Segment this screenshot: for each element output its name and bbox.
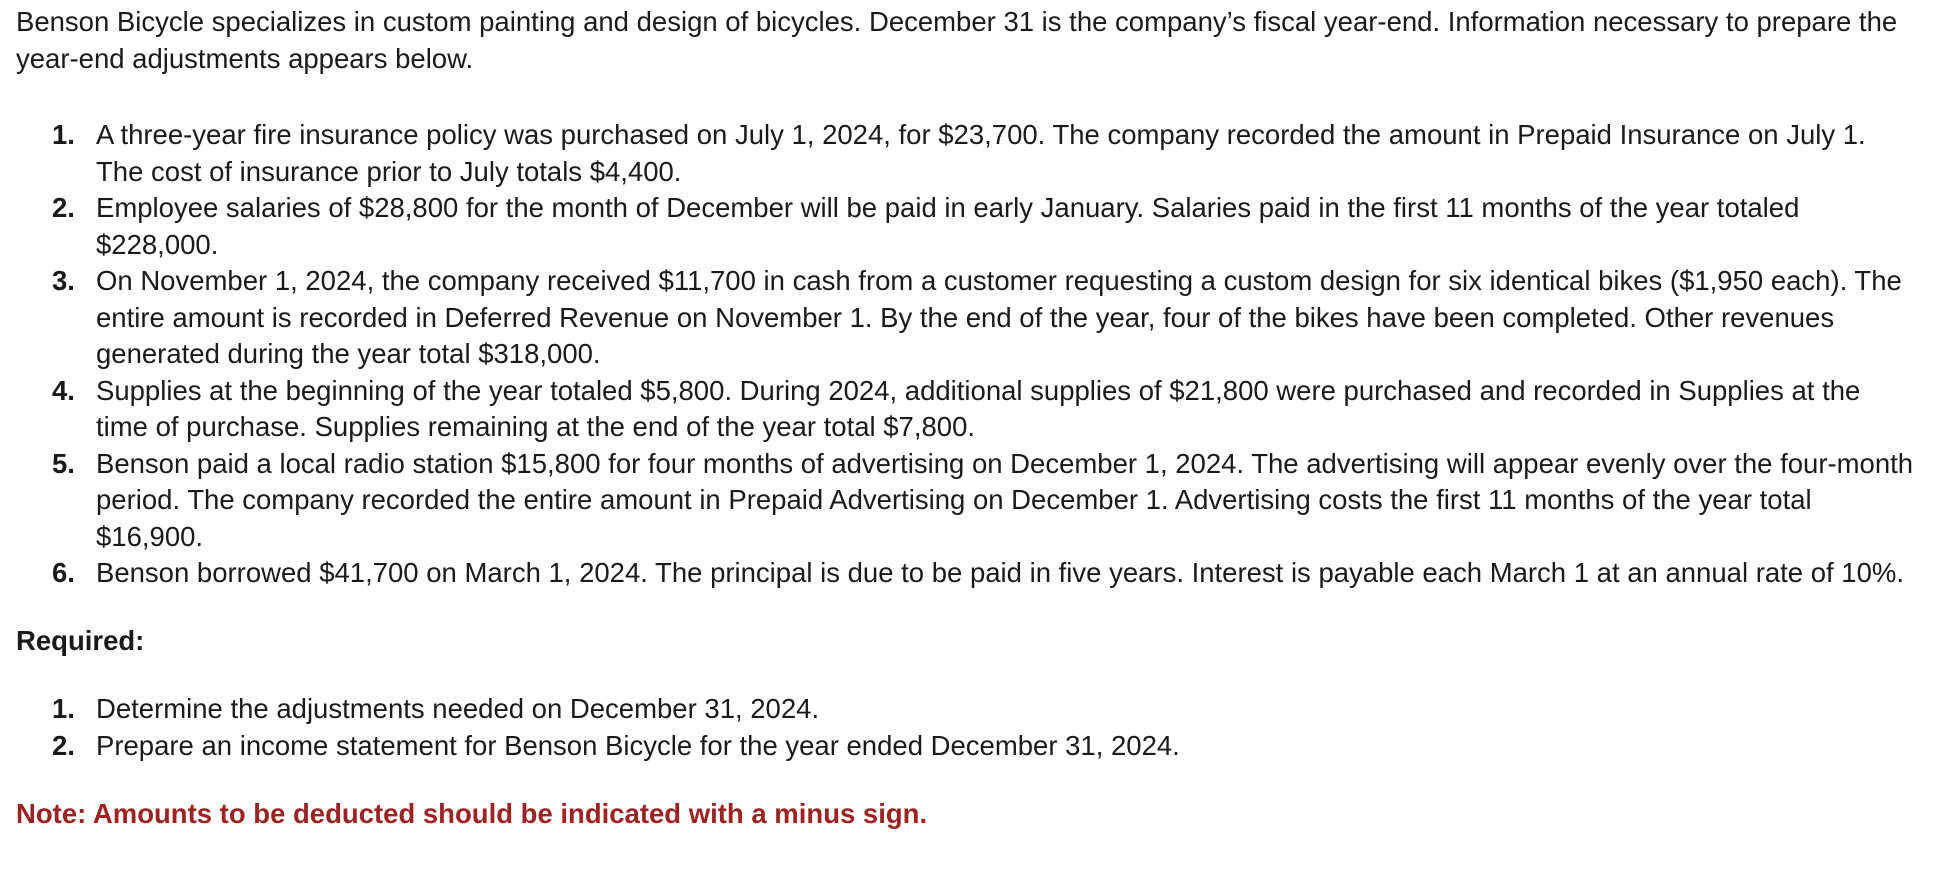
list-item bbox=[16, 373, 1916, 446]
list-item bbox=[16, 263, 1916, 373]
note-text: Note: Amounts to be deducted should be indicated with a minus sign. bbox=[16, 798, 928, 829]
item-number: 2. bbox=[52, 729, 75, 761]
item-number: 1. bbox=[52, 119, 75, 150]
list-item bbox=[16, 446, 1916, 556]
adjustment-info-list bbox=[16, 117, 1916, 592]
list-item bbox=[16, 190, 1916, 263]
list-item bbox=[16, 117, 1916, 190]
item-number: 3. bbox=[52, 265, 75, 296]
item-text: Determine the adjustments needed on December 31, 2024. bbox=[96, 693, 820, 724]
item-number: 5. bbox=[52, 447, 75, 479]
required-list bbox=[16, 691, 1916, 764]
item-number: 6. bbox=[52, 557, 75, 588]
intro-paragraph: Benson Bicycle specializes in custom painting and design of bicycles. December 31 is the company’s fiscal year-end. Information necessary to prepare the year-end adjustments appears below. bbox=[16, 6, 1898, 74]
item-text: Employee salaries of $28,800 for the month of December will be paid in early January. Salaries paid in the first 11 months of the year totaled $228,000. bbox=[96, 192, 1800, 260]
list-item bbox=[16, 555, 1916, 592]
item-text: Benson borrowed $41,700 on March 1, 2024. The principal is due to be paid in five years. Interest is payable each March 1 at an annual rate of 10%. bbox=[96, 557, 1904, 588]
item-number: 4. bbox=[52, 374, 75, 406]
item-number: 1. bbox=[52, 693, 75, 724]
item-number: 2. bbox=[52, 192, 75, 223]
problem-content bbox=[16, 4, 1916, 833]
item-text: Supplies at the beginning of the year totaled $5,800. During 2024, additional supplies of $21,800 were purchased and recorded in Supplies at the time of purchase. Supplies remaining at the end of the year total $7,800. bbox=[96, 374, 1861, 442]
required-item bbox=[16, 728, 1916, 765]
required-item bbox=[16, 691, 1916, 728]
required-heading: Required: bbox=[16, 624, 145, 656]
item-text: Prepare an income statement for Benson Bicycle for the year ended December 31, 2024. bbox=[96, 729, 1180, 761]
item-text: Benson paid a local radio station $15,800 for four months of advertising on December 1, 2024. The advertising will appear evenly over the four-month period. The company recorded the entire amount in Prepaid Advertising on December 1. Advertising costs the first 11 months of the year total $16,900. bbox=[96, 447, 1914, 552]
item-text: On November 1, 2024, the company received $11,700 in cash from a customer requesting a custom design for six identical bikes ($1,950 each). The entire amount is recorded in Deferred Revenue on November 1. By the end of the year, four of the bikes have been completed. Other revenues generated during the year total $318,000. bbox=[96, 265, 1902, 369]
item-text: A three-year fire insurance policy was purchased on July 1, 2024, for $23,700. The company recorded the amount in Prepaid Insurance on July 1. The cost of insurance prior to July totals $4,400. bbox=[96, 119, 1866, 187]
